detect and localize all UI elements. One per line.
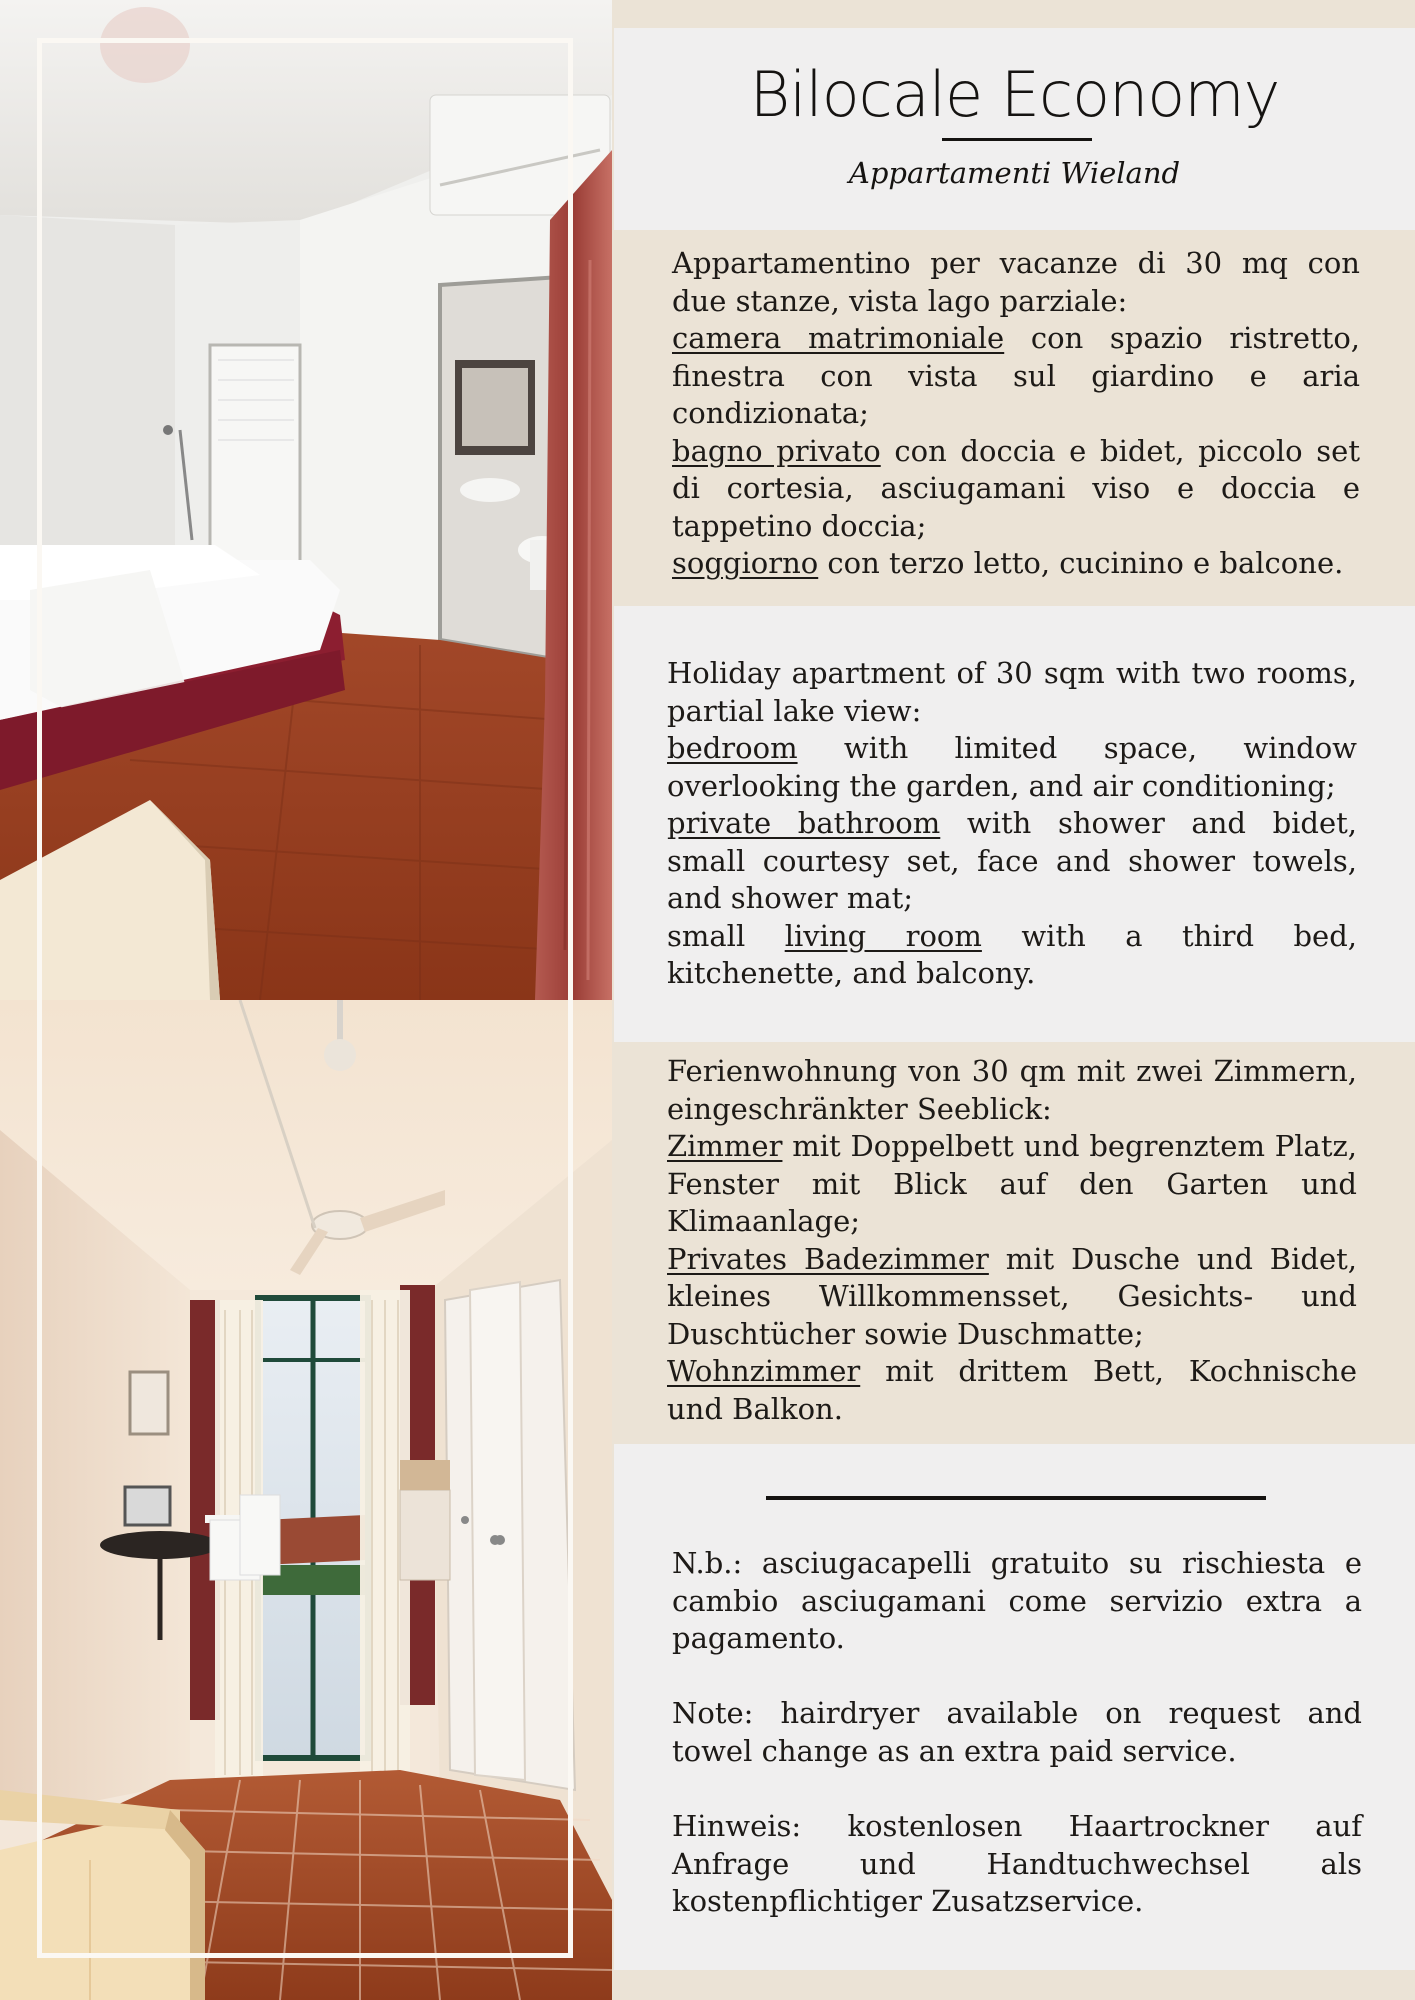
english-living-label: living room xyxy=(784,918,982,953)
german-description xyxy=(667,1053,1357,1428)
note-italian: N.b.: asciugacapelli gratuito su rischiesta e cambio asciugamani come servizio extra a pagamento. xyxy=(672,1546,1362,1655)
note-english: Note: hairdryer available on request and towel change as an extra paid service. xyxy=(672,1696,1362,1768)
italian-room-label: camera matrimoniale xyxy=(672,321,1005,355)
italian-living-text: con terzo letto, cucinino e balcone. xyxy=(818,546,1344,580)
text-column xyxy=(614,0,1415,2000)
title-underline xyxy=(942,138,1092,141)
section-divider xyxy=(766,1496,1266,1500)
english-bath-label: private bathroom xyxy=(667,806,941,840)
note-german: Hinweis: kostenlosen Haartrockner auf Anfrage und Handtuchwechsel als kostenpflichtiger Zusatzservice. xyxy=(672,1809,1362,1918)
italian-bath-text: con doccia e bidet, piccolo set di cortesia, asciugamani viso e doccia e tappetino doccia; xyxy=(672,433,1360,543)
italian-room-text: con spazio ristretto, finestra con vista sul giardino e aria condizionata; xyxy=(672,321,1360,430)
bedroom-photo xyxy=(0,0,612,1000)
english-bath-text: with shower and bidet, small courtesy set, face and shower towels, and shower mat; xyxy=(667,806,1358,915)
page-title: Bilocale Economy xyxy=(749,58,1280,131)
german-living-text: mit drittem Bett, Kochnische und Balkon. xyxy=(667,1354,1357,1426)
english-room-label: bedroom xyxy=(667,731,798,765)
german-bath-text: mit Dusche und Bidet, kleines Willkommensset, Gesichts- und Duschtücher sowie Duschmatte; xyxy=(667,1241,1357,1351)
english-description xyxy=(667,655,1357,993)
italian-bath-label: bagno privato xyxy=(672,433,881,468)
living-room-photo xyxy=(0,1000,612,2000)
german-room-text: mit Doppelbett und begrenztem Platz, Fenster mit Blick auf den Garten und Klimaanlage; xyxy=(667,1129,1357,1238)
english-living-text: with a third bed, kitchenette, and balcony. xyxy=(667,918,1357,990)
english-room-text: with limited space, window overlooking the garden, and air conditioning; xyxy=(667,731,1357,803)
english-living-prefix: small xyxy=(667,918,785,953)
italian-living-label: soggiorno xyxy=(672,546,819,580)
photo-column xyxy=(0,0,612,2000)
english-intro: Holiday apartment of 30 sqm with two rooms, partial lake view: xyxy=(667,656,1357,728)
german-bath-label: Privates Badezimmer xyxy=(667,1241,989,1276)
german-intro: Ferienwohnung von 30 qm mit zwei Zimmern, eingeschränkter Seeblick: xyxy=(667,1054,1357,1126)
italian-description xyxy=(672,245,1360,583)
italian-intro: Appartamentino per vacanze di 30 mq con due stanze, vista lago parziale: xyxy=(672,246,1360,318)
page-subtitle: Appartamenti Wieland xyxy=(848,156,1181,190)
german-living-label: Wohnzimmer xyxy=(667,1354,861,1388)
german-room-label: Zimmer xyxy=(667,1129,783,1163)
